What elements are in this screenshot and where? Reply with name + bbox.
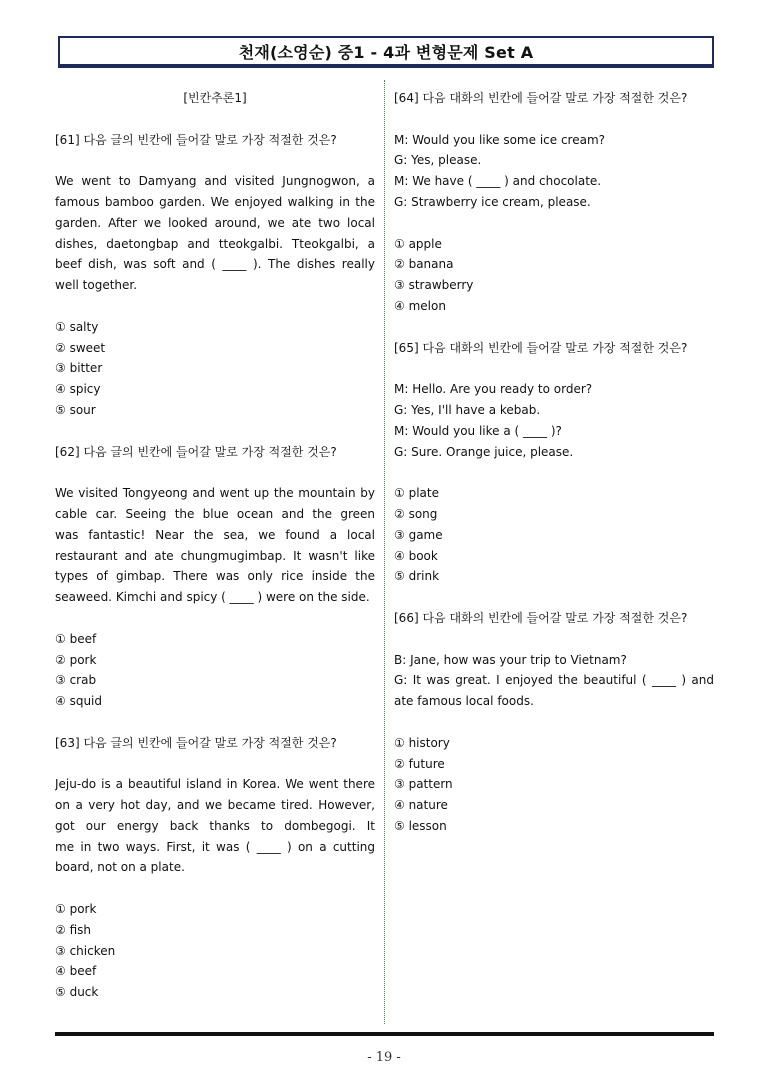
q63-passage-line: board, not on a plate. <box>55 860 185 875</box>
q64-option: ① apple <box>394 236 442 251</box>
question-65-prompt: [65] 다음 대화의 빈칸에 들어갈 말로 가장 적절한 것은? <box>394 340 688 355</box>
q62-passage-line: seaweed. Kimchi and spicy ( ____ ) were on the side. <box>55 590 370 605</box>
q61-passage-line: garden. After we looked around, we ate two local <box>55 215 375 230</box>
q65-dialogue-line: G: Yes, I'll have a kebab. <box>394 402 541 417</box>
q61-option: ① salty <box>55 319 99 334</box>
footer-rule <box>55 1032 714 1036</box>
q63-option: ⑤ duck <box>55 985 99 1000</box>
q66-option: ① history <box>394 735 450 750</box>
question-64-prompt: [64] 다음 대화의 빈칸에 들어갈 말로 가장 적절한 것은? <box>394 91 688 105</box>
q65-dialogue-line: G: Sure. Orange juice, please. <box>394 444 574 459</box>
q63-passage-line: me in two ways. First, it was ( ____ ) on a cutting <box>55 839 375 854</box>
q64-dialogue-line: M: Would you like some ice cream? <box>394 132 606 147</box>
q65-dialogue-line: M: Would you like a ( ____ )? <box>394 423 562 438</box>
left-column <box>55 88 375 1003</box>
section-label: [빈칸추론1] <box>183 91 247 105</box>
q63-option: ② fish <box>55 922 91 937</box>
q62-passage-line: types of gimbap. There was only rice inside the <box>55 569 375 584</box>
q66-dialogue-line: G: It was great. I enjoyed the beautiful ( ____ ) and <box>394 673 714 688</box>
q65-option: ⑤ drink <box>394 569 440 584</box>
q66-option: ⑤ lesson <box>394 818 447 833</box>
q62-passage-line: was fantastic! Near the sea, we found a local <box>55 527 375 542</box>
q61-option: ⑤ sour <box>55 402 96 417</box>
q63-option: ① pork <box>55 902 97 917</box>
q63-option: ③ chicken <box>55 943 116 958</box>
q62-passage-line: cable car. Seeing the blue ocean and the green <box>55 506 375 521</box>
q65-option: ② song <box>394 506 438 521</box>
q64-dialogue-line: M: We have ( ____ ) and chocolate. <box>394 174 602 189</box>
question-62-prompt: [62] 다음 글의 빈칸에 들어갈 말로 가장 적절한 것은? <box>55 444 337 459</box>
q63-option: ④ beef <box>55 964 97 979</box>
q63-passage-line: got our energy back thanks to dombegogi. It <box>55 818 375 833</box>
q64-dialogue-line: G: Yes, please. <box>394 153 482 168</box>
q62-option: ① beef <box>55 631 97 646</box>
right-column <box>394 88 714 837</box>
q66-dialogue-line: B: Jane, how was your trip to Vietnam? <box>394 652 627 667</box>
q61-passage-line: beef dish, was soft and ( ____ ). The dishes really <box>55 257 375 272</box>
q62-option: ④ squid <box>55 694 102 709</box>
q66-option: ② future <box>394 756 445 771</box>
page-number: - 19 - <box>367 1050 401 1065</box>
q63-passage-line: Jeju-do is a beautiful island in Korea. We went there <box>55 777 375 792</box>
q61-passage-line: well together. <box>55 278 138 293</box>
column-divider <box>384 80 385 1024</box>
question-66-prompt: [66] 다음 대화의 빈칸에 들어갈 말로 가장 적절한 것은? <box>394 610 688 625</box>
q65-option: ③ game <box>394 527 443 542</box>
q65-option: ④ book <box>394 548 438 563</box>
q66-option: ④ nature <box>394 798 448 813</box>
q64-option: ④ melon <box>394 298 446 313</box>
q65-option: ① plate <box>394 486 439 501</box>
q61-option: ③ bitter <box>55 361 103 376</box>
q61-option: ④ spicy <box>55 382 101 397</box>
question-61-prompt: [61] 다음 글의 빈칸에 들어갈 말로 가장 적절한 것은? <box>55 132 337 147</box>
q62-passage-line: We visited Tongyeong and went up the mountain by <box>55 486 375 501</box>
q64-option: ③ strawberry <box>394 278 474 293</box>
q62-option: ③ crab <box>55 673 97 688</box>
q61-passage-line: We went to Damyang and visited Jungnogwon, a <box>55 174 375 189</box>
q66-dialogue-line: ate famous local foods. <box>394 694 534 709</box>
q61-passage-line: dishes, daetongbap and tteokgalbi. Tteokgalbi, a <box>55 236 375 251</box>
q63-passage-line: on a very hot day, and we became tired. However, <box>55 798 375 813</box>
q62-passage-line: restaurant and ate chungmugimbap. It wasn't like <box>55 548 375 563</box>
page-title: 천재(소영순) 중1 - 4과 변형문제 Set A <box>58 36 714 68</box>
q61-passage-line: famous bamboo garden. We enjoyed walking in the <box>55 194 375 209</box>
q65-dialogue-line: M: Hello. Are you ready to order? <box>394 382 593 397</box>
question-63-prompt: [63] 다음 글의 빈칸에 들어갈 말로 가장 적절한 것은? <box>55 735 337 750</box>
q62-option: ② pork <box>55 652 97 667</box>
q61-option: ② sweet <box>55 340 106 355</box>
q64-option: ② banana <box>394 257 454 272</box>
q66-option: ③ pattern <box>394 777 453 792</box>
q64-dialogue-line: G: Strawberry ice cream, please. <box>394 194 591 209</box>
